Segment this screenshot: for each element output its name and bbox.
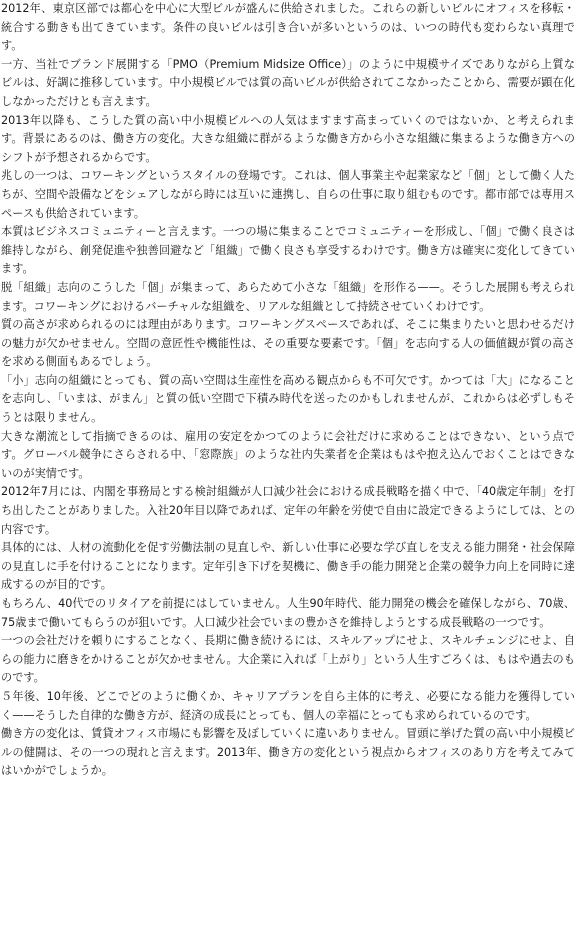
paragraph-pmo-brand: 一方、当社でブランド展開する「PMO（Premium Midsize Office）」のように中規模サイズでありながら上質なビルは、好調に推移しています。中小規模ビルでは質の高いビルが供給されてこなかったことから、需要が顕在化しなかっただけとも言えます。 xyxy=(1,57,575,108)
paragraph-40-retirement: 2012年7月には、内閣を事務局とする検討組織が人口減少社会における成長戦略を描く中で、「40歳定年制」を打ち出したことがありました。入社20年目以降であれば、定年の年齢を労使で自由に設定できるようにしては、との内容です。 xyxy=(1,485,575,536)
paragraph-small-oriented-org: 「小」志向の組織にとっても、質の高い空間は生産性を高める観点からも不可欠です。かつては「大」になることを志向し、「いまは、がまん」と質の低い空間で下積み時代を送ったのかもしれませんが、これからは必ずしもそうとは限りません。 xyxy=(1,373,575,425)
paragraph-conclusion: 働き方の変化は、賃貸オフィス市場にも影響を及ぼしていくに違いありません。冒頭に挙げた質の高い中小規模ビルの健闘は、その一つの現れと言えます。2013年、働き方の変化という視点からオフィスのあり方を考えてみてはいかがでしょうか。 xyxy=(1,727,575,778)
paragraph-business-community: 本質はビジネスコミュニティーと言えます。一つの場に集まることでコミュニティーを形成し、「個」で働く良さは維持しながら、創発促進や独善回避など「組織」で働く良さも享受するわけです。働き方は確実に変化してきています。 xyxy=(1,225,575,276)
paragraph-skill-up: 一つの会社だけを頼りにすることなく、長期に働き続けるには、スキルアップにせよ、スキルチェンジにせよ、自らの能力に磨きをかけることが欠かせません。大企業に入れば「上がり」という人生すごろくは、もはや過去のものです。 xyxy=(1,634,575,685)
paragraph-quality-reason: 質の高さが求められるのには理由があります。コワーキングスペースであれば、そこに集まりたいと思わせるだけの魅力が欠かせません。空間の意匠性や機能性は、その重要な要素です。「個」を志向する人の価値観が質の高さを求める側面もあるでしょう。 xyxy=(1,318,575,369)
paragraph-large-building-supply: 2012年、東京区部では都心を中心に大型ビルが盛んに供給されました。これらの新しいビルにオフィスを移転・統合する動きも出てきています。条件の良いビルは引き合いが多いというのは、いつの時代も変わらない真理です。 xyxy=(1,2,575,53)
paragraph-small-organization: 脱「組織」志向のこうした「個」が集まって、あらためて小さな「組織」を形作る——。そうした展開も考えられます。コワーキングにおけるバーチャルな組織を、リアルな組織として持続させていくわけです。 xyxy=(1,280,575,313)
paragraph-labor-law-review: 具体的には、人材の流動化を促す労働法制の見直しや、新しい仕事に必要な学び直しを支える能力開発・社会保障の見直しに手を付けることになります。定年引き下げを契機に、働き手の能力開発と企業の競争力向上を同時に達成するのが目的です。 xyxy=(1,541,575,592)
paragraph-career-plan: ５年後、10年後、どこでどのように働くか、キャリアプランを自ら主体的に考え、必要になる能力を獲得していく——そうした自律的な働き方が、経済の成長にとっても、個人の幸福にとっても求められているのです。 xyxy=(1,689,575,722)
paragraph-2013-outlook: 2013年以降も、こうした質の高い中小規模ビルへの人気はますます高まっていくのではないか、と考えられます。背景にあるのは、働き方の変化。大きな組織に群がるような働き方から小さな組織に集まるような働き方へのシフトが予想されるからです。 xyxy=(1,113,575,164)
paragraph-coworking: 兆しの一つは、コワーキングというスタイルの登場です。これは、個人事業主や起業家など「個」として働く人たちが、空間や設備などをシェアしながら時には互いに連携し、自らの仕事に取り組むものです。都市部では専用スペースも供給されています。 xyxy=(1,169,575,220)
paragraph-employment-trend: 大きな潮流として指摘できるのは、雇用の安定をかつてのように会社だけに求めることはできない、という点です。グローバル競争にさらされる中、「窓際族」のような社内失業者を企業はもはや抱え込んでおくことはできないのが実情です。 xyxy=(1,429,575,480)
paragraph-work-until-75: もちろん、40代でのリタイアを前提にはしていません。人生90年時代、能力開発の機会を確保しながら、70歳、75歳まで働いてもらうのが狙いです。人口減少社会でいまの豊かさを維持しようとする成長戦略の一つです。 xyxy=(1,597,575,629)
